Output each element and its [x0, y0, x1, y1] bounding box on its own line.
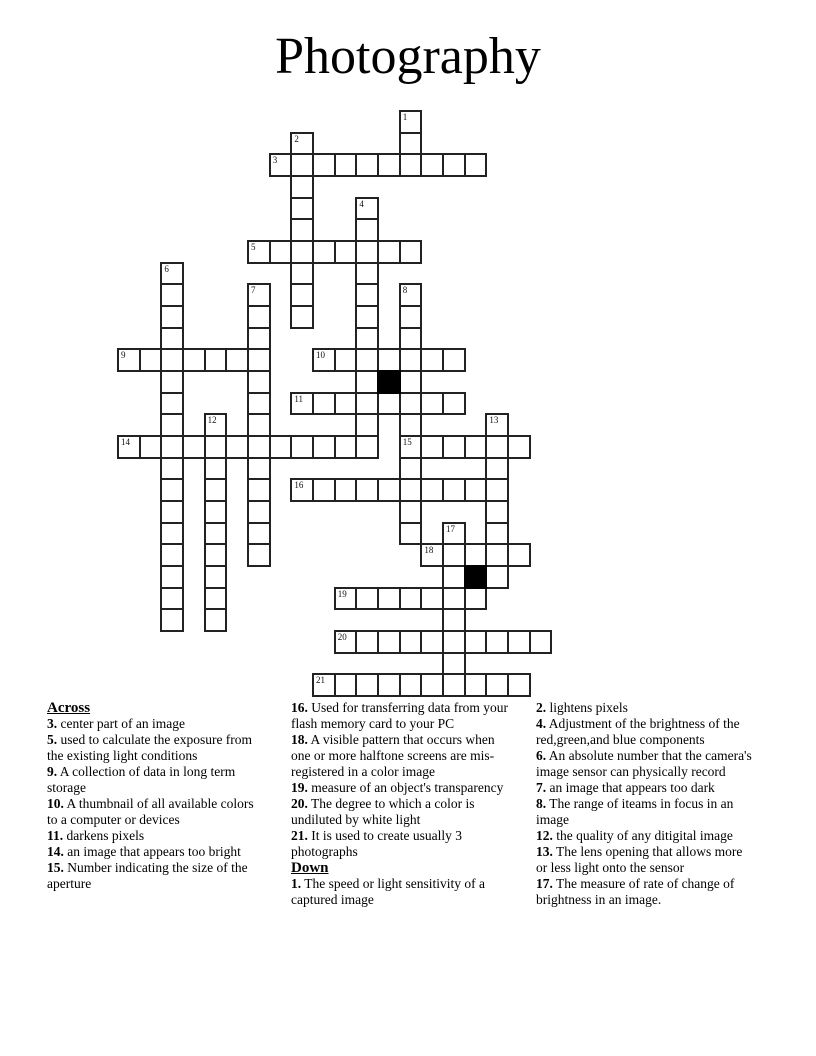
grid-cell: [464, 630, 488, 654]
across-clues-list-continued: [291, 700, 509, 860]
grid-cell: [442, 630, 466, 654]
grid-cell: [399, 673, 423, 697]
grid-cell: [117, 435, 141, 459]
grid-cell: [399, 630, 423, 654]
clue-item: 7. an image that appears too dark: [536, 780, 715, 795]
across-header: Across: [47, 700, 91, 716]
cell-number: 2: [294, 133, 299, 144]
grid-cell: [442, 608, 466, 632]
grid-cell: [290, 305, 314, 329]
cell-number: 11: [294, 393, 304, 404]
clue-number: 11.: [47, 828, 64, 843]
grid-cell: [442, 348, 466, 372]
grid-cell: [529, 630, 553, 654]
grid-cell: [334, 630, 358, 654]
clue-number: 7.: [536, 780, 547, 795]
clue-item: 8. The range of iteams in focus in an image: [536, 796, 734, 827]
grid-cell: [355, 348, 379, 372]
grid-cell: [507, 673, 531, 697]
clue-number: 1.: [291, 876, 302, 891]
grid-cell: [355, 305, 379, 329]
grid-cell: [269, 435, 293, 459]
clue-item: 12. the quality of any ditigital image: [536, 828, 733, 843]
clue-number: 10.: [47, 796, 64, 811]
grid-cell: [355, 392, 379, 416]
clue-number: 13.: [536, 844, 553, 859]
grid-cell: [464, 478, 488, 502]
cell-number: 13: [489, 415, 499, 426]
clue-number: 5.: [47, 732, 58, 747]
grid-cell: [442, 587, 466, 611]
grid-cell: [485, 457, 509, 481]
down-header: Down: [291, 860, 329, 876]
grid-cell: [355, 370, 379, 394]
grid-cell: [204, 478, 228, 502]
clue-number: 21.: [291, 828, 308, 843]
grid-cell: [290, 153, 314, 177]
down-clues-list-continued: [536, 700, 752, 908]
grid-cell: [160, 565, 184, 589]
grid-cell: [399, 587, 423, 611]
grid-cell: [334, 392, 358, 416]
cell-number: 7: [251, 285, 256, 296]
grid-cell: [204, 608, 228, 632]
cell-number: 18: [424, 545, 434, 556]
grid-cell: [204, 543, 228, 567]
grid-cell: [442, 522, 466, 546]
grid-cell: [399, 305, 423, 329]
clue-column-across: [47, 700, 265, 892]
grid-cell: [420, 153, 444, 177]
clue-item: 11. darkens pixels: [47, 828, 145, 843]
grid-cell: [355, 630, 379, 654]
clue-item: 14. an image that appears too bright: [47, 844, 241, 859]
clue-number: 4.: [536, 716, 547, 731]
grid-cell: [290, 392, 314, 416]
cell-number: 3: [272, 155, 278, 166]
grid-cell: [464, 435, 488, 459]
clue-item: 9. A collection of data in long term storage: [47, 764, 236, 795]
grid-cell: [182, 348, 206, 372]
grid-cell: [160, 587, 184, 611]
cell-number: 1: [402, 112, 408, 122]
grid-cell: [204, 522, 228, 546]
grid-cell: [399, 413, 423, 437]
grid-cell: [247, 522, 271, 546]
grid-cell: [139, 348, 163, 372]
grid-cell: [464, 587, 488, 611]
down-clues-list: [291, 876, 509, 908]
grid-cell: [355, 327, 379, 351]
clue-column-down: [536, 700, 752, 908]
grid-cell: [312, 348, 336, 372]
grid-cell: [334, 348, 358, 372]
cell-number: 4: [359, 198, 364, 209]
clue-number: 15.: [47, 860, 64, 875]
grid-cell: [399, 435, 423, 459]
grid-cell: [485, 522, 509, 546]
grid-cell: [312, 153, 336, 177]
grid-cell: [160, 327, 184, 351]
grid-cell: [355, 413, 379, 437]
grid-cell: [182, 435, 206, 459]
grid-cell: [312, 673, 336, 697]
grid-cell: [377, 630, 401, 654]
grid-cell: [312, 392, 336, 416]
grid-cell: [399, 392, 423, 416]
cell-number: 6: [164, 263, 169, 274]
grid-cell: [399, 348, 423, 372]
black-cell: [464, 565, 488, 589]
grid-cell: [355, 153, 379, 177]
clue-item: 16. Used for transferring data from your flash memory card to your PC: [291, 700, 509, 731]
clue-number: 17.: [536, 876, 553, 891]
grid-cell: [247, 457, 271, 481]
grid-cell: [464, 673, 488, 697]
grid-cell: [334, 587, 358, 611]
grid-cell: [247, 240, 271, 264]
grid-cell: [485, 543, 509, 567]
clue-item: 13. The lens opening that allows more or less light onto the sensor: [536, 844, 743, 875]
grid-cell: [290, 175, 314, 199]
clue-number: 9.: [47, 764, 58, 779]
grid-cell: [247, 348, 271, 372]
grid-cell: [160, 370, 184, 394]
clue-item: 19. measure of an object's transparency: [291, 780, 504, 795]
clue-item: 18. A visible pattern that occurs when one or more halftone screens are mis-registered in a color image: [291, 732, 495, 779]
grid-cell: [442, 435, 466, 459]
grid-cell: [247, 500, 271, 524]
grid-cell: [399, 457, 423, 481]
grid-cell: [204, 348, 228, 372]
puzzle-title: Photography: [275, 28, 541, 85]
grid-cell: [485, 413, 509, 437]
clue-item: 3. center part of an image: [47, 716, 185, 731]
grid-cell: [355, 478, 379, 502]
grid-cell: [247, 327, 271, 351]
grid-cell: [160, 500, 184, 524]
black-cell: [377, 370, 401, 394]
grid-cell: [225, 348, 249, 372]
grid-cell: [507, 630, 531, 654]
grid-cell: [464, 543, 488, 567]
grid-cell: [355, 218, 379, 242]
grid-cell: [160, 283, 184, 307]
cell-number: 8: [402, 285, 408, 296]
grid-cell: [247, 478, 271, 502]
clue-item: 4. Adjustment of the brightness of the red,green,and blue components: [536, 716, 740, 747]
grid-cell: [139, 435, 163, 459]
grid-cell: [442, 478, 466, 502]
grid-cell: [117, 348, 141, 372]
grid-cell: [355, 673, 379, 697]
grid-cell: [399, 240, 423, 264]
clue-item: 10. A thumbnail of all available colors to a computer or devices: [47, 796, 254, 827]
clue-number: 20.: [291, 796, 308, 811]
grid-cell: [442, 392, 466, 416]
clue-number: 16.: [291, 700, 308, 715]
grid-cell: [442, 673, 466, 697]
grid-cell: [377, 153, 401, 177]
grid-cell: [312, 240, 336, 264]
grid-cell: [420, 435, 444, 459]
cell-number: 21: [316, 675, 326, 686]
cell-number: 15: [402, 437, 412, 448]
grid-cell: [312, 435, 336, 459]
clue-item: 6. An absolute number that the camera's image sensor can physically record: [536, 748, 752, 779]
grid-cell: [485, 435, 509, 459]
grid-cell: [399, 478, 423, 502]
grid-cell: [290, 478, 314, 502]
grid-cell: [420, 392, 444, 416]
cell-number: 17: [446, 523, 456, 534]
grid-cell: [334, 673, 358, 697]
grid-cell: [377, 478, 401, 502]
cell-number: 10: [316, 350, 326, 361]
grid-cell: [269, 240, 293, 264]
grid-cell: [485, 565, 509, 589]
grid-cell: [334, 153, 358, 177]
grid-cell: [355, 435, 379, 459]
grid-cell: [355, 197, 379, 221]
grid-cell: [160, 262, 184, 286]
cell-number: 20: [337, 632, 347, 643]
grid-cell: [160, 392, 184, 416]
grid-cell: [377, 392, 401, 416]
grid-cell: [420, 673, 444, 697]
grid-cell: [334, 478, 358, 502]
grid-cell: [247, 392, 271, 416]
grid-cell: [420, 587, 444, 611]
grid-cell: [160, 348, 184, 372]
grid-cell: [399, 522, 423, 546]
grid-cell: [290, 283, 314, 307]
grid-cell: [485, 673, 509, 697]
grid-cell: [204, 587, 228, 611]
grid-cell: [399, 283, 423, 307]
grid-cell: [355, 262, 379, 286]
grid-cell: [464, 153, 488, 177]
clue-number: 19.: [291, 780, 308, 795]
grid-cell: [247, 305, 271, 329]
grid-cell: [377, 673, 401, 697]
grid-cell: [204, 565, 228, 589]
grid-cell: [160, 608, 184, 632]
cell-number: 5: [251, 242, 256, 253]
grid-cell: [290, 218, 314, 242]
grid-cell: [160, 457, 184, 481]
cell-number: 12: [207, 415, 217, 426]
clue-number: 18.: [291, 732, 308, 747]
clue-number: 3.: [47, 716, 58, 731]
grid-cell: [420, 630, 444, 654]
grid-cell: [225, 435, 249, 459]
grid-cell: [334, 435, 358, 459]
grid-cell: [204, 413, 228, 437]
across-clues-list: [47, 716, 265, 892]
grid-cell: [399, 110, 423, 134]
grid-cell: [377, 348, 401, 372]
grid-cell: [160, 435, 184, 459]
grid-cell: [399, 153, 423, 177]
grid-cell: [290, 262, 314, 286]
grid-cell: [312, 478, 336, 502]
grid-cell: [160, 543, 184, 567]
clue-item: 5. used to calculate the exposure from the existing light conditions: [47, 732, 253, 763]
grid-cell: [290, 132, 314, 156]
grid-cell: [160, 522, 184, 546]
grid-cell: [160, 413, 184, 437]
grid-cell: [204, 500, 228, 524]
grid-cell: [334, 240, 358, 264]
cell-number: 19: [337, 588, 347, 599]
grid-cell: [247, 370, 271, 394]
grid-cell: [290, 240, 314, 264]
cell-number: 9: [121, 350, 126, 361]
clue-column-middle: [291, 700, 509, 908]
grid-cell: [377, 240, 401, 264]
clue-item: 15. Number indicating the size of the aperture: [47, 860, 248, 891]
grid-cell: [290, 197, 314, 221]
grid-cell: [485, 500, 509, 524]
grid-cell: [442, 153, 466, 177]
grid-cell: [204, 435, 228, 459]
grid-cell: [399, 370, 423, 394]
clue-number: 12.: [536, 828, 553, 843]
grid-cell: [399, 132, 423, 156]
grid-cell: [420, 348, 444, 372]
grid-cell: [399, 327, 423, 351]
grid-cell: [247, 543, 271, 567]
grid-cell: [442, 543, 466, 567]
clue-item: 20. The degree to which a color is undiluted by white light: [291, 796, 475, 827]
grid-cell: [442, 652, 466, 676]
grid-cell: [247, 435, 271, 459]
clue-item: 17. The measure of rate of change of brightness in an image.: [536, 876, 735, 907]
grid-cell: [355, 240, 379, 264]
clue-item: 2. lightens pixels: [536, 700, 628, 715]
clue-number: 8.: [536, 796, 547, 811]
grid-cell: [355, 283, 379, 307]
grid-cell: [160, 478, 184, 502]
grid-cell: [247, 283, 271, 307]
grid-cell: [204, 457, 228, 481]
clue-item: 21. It is used to create usually 3 photographs: [291, 828, 462, 859]
clue-item: 1. The speed or light sensitivity of a captured image: [291, 876, 485, 907]
grid-cell: [485, 478, 509, 502]
grid-cell: [290, 435, 314, 459]
grid-cell: [377, 587, 401, 611]
grid-cell: [507, 435, 531, 459]
clue-number: 6.: [536, 748, 547, 763]
cell-number: 14: [121, 437, 130, 448]
grid-cell: [507, 543, 531, 567]
grid-cell: [269, 153, 293, 177]
grid-cell: [355, 587, 379, 611]
clue-number: 14.: [47, 844, 64, 859]
grid-cell: [399, 500, 423, 524]
grid-cell: [247, 413, 271, 437]
grid-cell: [442, 565, 466, 589]
clue-number: 2.: [536, 700, 547, 715]
grid-cell: [160, 305, 184, 329]
grid-cell: [485, 630, 509, 654]
cell-number: 16: [294, 480, 304, 491]
grid-cell: [420, 543, 444, 567]
grid-cell: [420, 478, 444, 502]
